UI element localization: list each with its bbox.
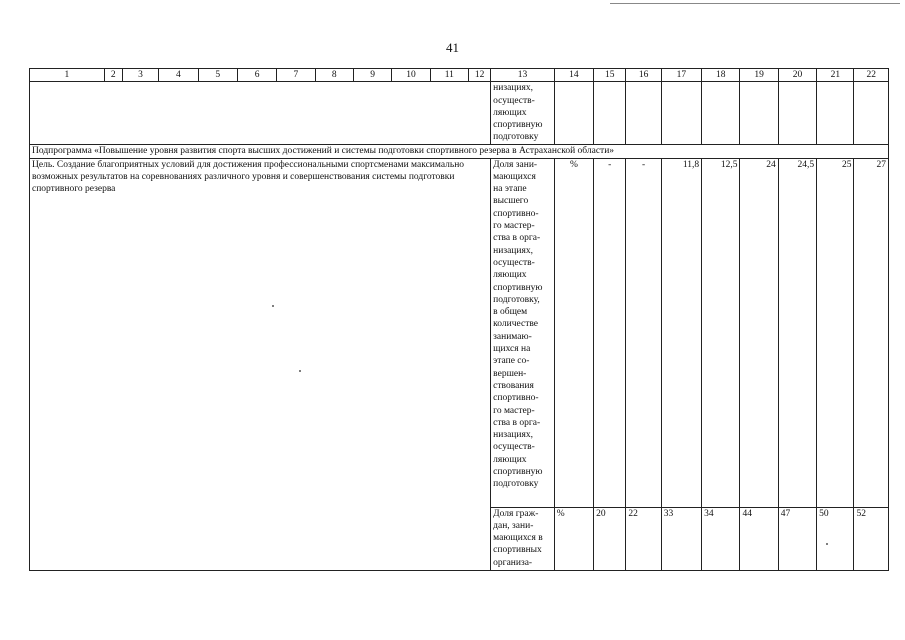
column-number-18: 18	[702, 69, 740, 82]
value-cell: 12,5	[702, 158, 740, 507]
column-number-7: 7	[277, 69, 315, 82]
value-cell: 50	[817, 507, 854, 570]
value-cell: 44	[740, 507, 778, 570]
header-row	[30, 69, 889, 82]
column-number-10: 10	[392, 69, 430, 82]
column-number-6: 6	[237, 69, 276, 82]
indicator-cell: Доля граж- дан, зани- мающихся в спортивных организа-	[491, 507, 555, 570]
column-number-12: 12	[468, 69, 490, 82]
continuation-empty-cell	[30, 82, 491, 145]
value-cell: 24,5	[778, 158, 816, 507]
column-number-5: 5	[198, 69, 237, 82]
value-cell: 34	[702, 507, 740, 570]
value-cell: 47	[778, 507, 816, 570]
unit-cell: %	[554, 507, 593, 570]
column-number-15: 15	[594, 69, 626, 82]
indicator-cell: низациях, осуществ- ляющих спортивную подготовку	[491, 82, 555, 145]
column-number-8: 8	[315, 69, 353, 82]
value-cell: -	[594, 158, 626, 507]
value-cell: 11,8	[661, 158, 701, 507]
value-cell: 24	[740, 158, 778, 507]
value-cell: 25	[817, 158, 854, 507]
continuation-row	[30, 82, 889, 145]
subprogram-title: Подпрограмма «Повышение уровня развития спорта высших достижений и системы подготовки спортивного резерва в Астраханской области»	[30, 145, 889, 158]
column-number-21: 21	[817, 69, 854, 82]
column-number-9: 9	[353, 69, 391, 82]
scan-speck	[299, 370, 301, 372]
column-number-1: 1	[30, 69, 105, 82]
value-cell: -	[626, 158, 661, 507]
column-number-20: 20	[778, 69, 816, 82]
unit-cell: %	[554, 158, 593, 507]
goal-text: Цель. Создание благоприятных условий для достижения профессиональными спортсменами максимально возможных результатов на соревнованиях различного уровня и совершенствования системы подготовки спортивного резерва	[30, 158, 491, 570]
goal-row	[30, 158, 889, 507]
column-number-14: 14	[554, 69, 593, 82]
column-number-17: 17	[661, 69, 701, 82]
page-number: 41	[446, 40, 459, 55]
top-edge-line	[610, 3, 900, 4]
column-number-13: 13	[491, 69, 555, 82]
column-number-22: 22	[854, 69, 889, 82]
value-cell: 20	[594, 507, 626, 570]
column-number-4: 4	[159, 69, 198, 82]
indicator-table	[29, 68, 889, 571]
scan-speck	[826, 543, 828, 545]
value-cell: 22	[626, 507, 661, 570]
column-number-3: 3	[122, 69, 158, 82]
subprogram-row	[30, 145, 889, 158]
column-number-19: 19	[740, 69, 778, 82]
column-number-16: 16	[626, 69, 661, 82]
scan-speck	[272, 305, 274, 307]
indicator-cell: Доля зани- мающихся на этапе высшего спортивно- го мастер- ства в орга- низациях, осуществ- ляющих спортивную подготовку, в общем количестве занимаю- щихся на этапе со- вершен- ствования спортивно- го мастер- ства в орга- низациях, осуществ- ляющих спортивную подготовку	[491, 158, 555, 507]
value-cell: 27	[854, 158, 889, 507]
value-cell: 52	[854, 507, 889, 570]
column-number-11: 11	[430, 69, 468, 82]
value-cell: 33	[661, 507, 701, 570]
column-number-2: 2	[104, 69, 122, 82]
